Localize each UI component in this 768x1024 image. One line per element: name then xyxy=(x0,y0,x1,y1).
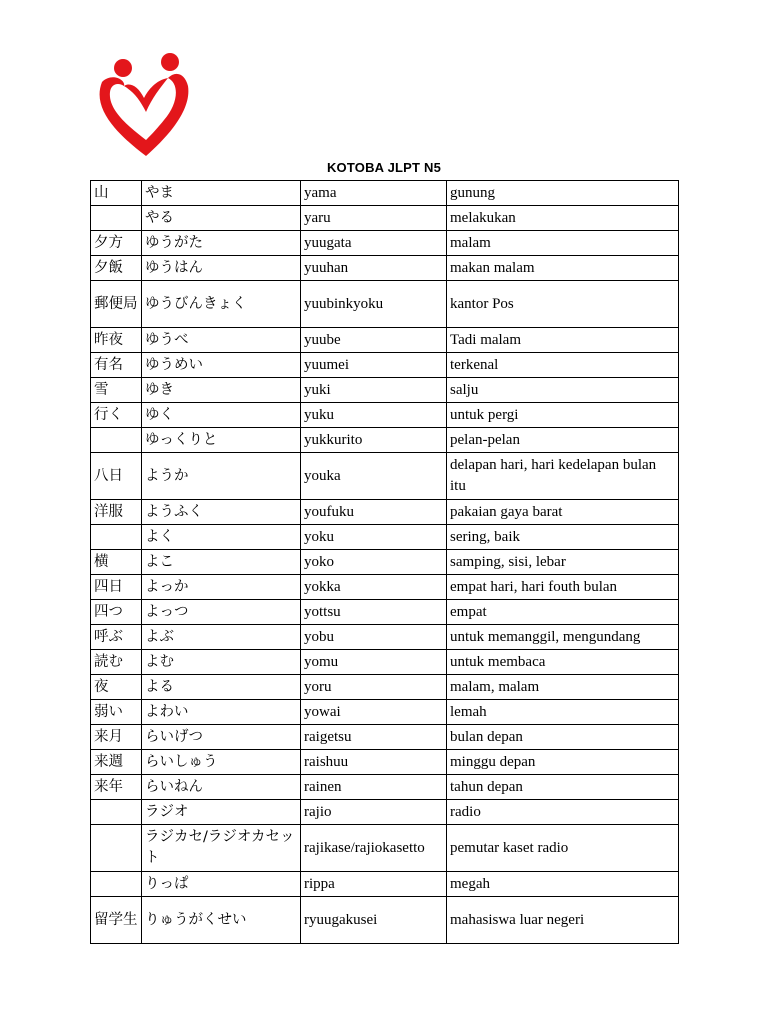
romaji-cell: rajikase/rajiokasetto xyxy=(301,825,447,872)
romaji-cell: yuubinkyoku xyxy=(301,281,447,328)
kanji-cell xyxy=(91,825,142,872)
table-row xyxy=(91,525,679,550)
romaji-cell: raishuu xyxy=(301,750,447,775)
kana-cell: らいげつ xyxy=(142,725,301,750)
vocabulary-table xyxy=(90,180,679,944)
table-row xyxy=(91,897,679,944)
kana-cell: ようふく xyxy=(142,500,301,525)
table-row xyxy=(91,231,679,256)
kana-cell: ゆき xyxy=(142,378,301,403)
meaning-cell: megah xyxy=(447,872,679,897)
kanji-cell: 四日 xyxy=(91,575,142,600)
kana-cell: らいしゅう xyxy=(142,750,301,775)
kana-cell: ゆうびんきょく xyxy=(142,281,301,328)
table-row xyxy=(91,575,679,600)
romaji-cell: yowai xyxy=(301,700,447,725)
romaji-cell: youka xyxy=(301,453,447,500)
kanji-cell: 八日 xyxy=(91,453,142,500)
kanji-cell: 山 xyxy=(91,181,142,206)
kana-cell: よわい xyxy=(142,700,301,725)
kana-cell: よる xyxy=(142,675,301,700)
table-row xyxy=(91,650,679,675)
meaning-cell: untuk membaca xyxy=(447,650,679,675)
romaji-cell: rainen xyxy=(301,775,447,800)
kanji-cell: 来年 xyxy=(91,775,142,800)
meaning-cell: pemutar kaset radio xyxy=(447,825,679,872)
kanji-cell: 郵便局 xyxy=(91,281,142,328)
romaji-cell: yuku xyxy=(301,403,447,428)
kana-cell: よぶ xyxy=(142,625,301,650)
romaji-cell: yama xyxy=(301,181,447,206)
kana-cell: ようか xyxy=(142,453,301,500)
romaji-cell: yoko xyxy=(301,550,447,575)
romaji-cell: yokka xyxy=(301,575,447,600)
table-row xyxy=(91,775,679,800)
romaji-cell: yuube xyxy=(301,328,447,353)
table-row xyxy=(91,378,679,403)
table-row xyxy=(91,600,679,625)
meaning-cell: makan malam xyxy=(447,256,679,281)
kana-cell: りゅうがくせい xyxy=(142,897,301,944)
meaning-cell: untuk memanggil, mengundang xyxy=(447,625,679,650)
kana-cell: りっぱ xyxy=(142,872,301,897)
meaning-cell: malam, malam xyxy=(447,675,679,700)
romaji-cell: yaru xyxy=(301,206,447,231)
meaning-cell: bulan depan xyxy=(447,725,679,750)
kana-cell: ラジオ xyxy=(142,800,301,825)
kanji-cell: 弱い xyxy=(91,700,142,725)
kanji-cell xyxy=(91,206,142,231)
kanji-cell: 呼ぶ xyxy=(91,625,142,650)
romaji-cell: rippa xyxy=(301,872,447,897)
meaning-cell: melakukan xyxy=(447,206,679,231)
meaning-cell: salju xyxy=(447,378,679,403)
meaning-cell: untuk pergi xyxy=(447,403,679,428)
table-row xyxy=(91,750,679,775)
kanji-cell: 留学生 xyxy=(91,897,142,944)
kanji-cell: 昨夜 xyxy=(91,328,142,353)
kanji-cell: 行く xyxy=(91,403,142,428)
kanji-cell: 夕方 xyxy=(91,231,142,256)
kanji-cell xyxy=(91,428,142,453)
kana-cell: ゆっくりと xyxy=(142,428,301,453)
meaning-cell: kantor Pos xyxy=(447,281,679,328)
red-heart-figures-icon xyxy=(94,52,196,158)
table-row xyxy=(91,353,679,378)
meaning-cell: samping, sisi, lebar xyxy=(447,550,679,575)
table-row xyxy=(91,625,679,650)
meaning-cell: minggu depan xyxy=(447,750,679,775)
kanji-cell: 四つ xyxy=(91,600,142,625)
table-row xyxy=(91,256,679,281)
romaji-cell: raigetsu xyxy=(301,725,447,750)
meaning-cell: radio xyxy=(447,800,679,825)
table-row xyxy=(91,725,679,750)
romaji-cell: yoru xyxy=(301,675,447,700)
document-title: KOTOBA JLPT N5 xyxy=(326,160,442,175)
table-row xyxy=(91,825,679,872)
kana-cell: やる xyxy=(142,206,301,231)
meaning-cell: pakaian gaya barat xyxy=(447,500,679,525)
kana-cell: ゆく xyxy=(142,403,301,428)
table-row xyxy=(91,281,679,328)
kana-cell: やま xyxy=(142,181,301,206)
romaji-cell: yuki xyxy=(301,378,447,403)
kana-cell: らいねん xyxy=(142,775,301,800)
meaning-cell: empat hari, hari fouth bulan xyxy=(447,575,679,600)
table-row xyxy=(91,428,679,453)
table-row xyxy=(91,453,679,500)
kanji-cell: 横 xyxy=(91,550,142,575)
kanji-cell xyxy=(91,800,142,825)
kana-cell: よく xyxy=(142,525,301,550)
table-row xyxy=(91,206,679,231)
romaji-cell: yuuhan xyxy=(301,256,447,281)
romaji-cell: yuugata xyxy=(301,231,447,256)
meaning-cell: delapan hari, hari kedelapan bulan itu xyxy=(447,453,679,500)
table-row xyxy=(91,328,679,353)
kana-cell: ゆうめい xyxy=(142,353,301,378)
kanji-cell: 雪 xyxy=(91,378,142,403)
romaji-cell: yomu xyxy=(301,650,447,675)
kanji-cell: 夜 xyxy=(91,675,142,700)
kana-cell: ゆうはん xyxy=(142,256,301,281)
meaning-cell: pelan-pelan xyxy=(447,428,679,453)
romaji-cell: yuumei xyxy=(301,353,447,378)
kanji-cell: 有名 xyxy=(91,353,142,378)
romaji-cell: yukkurito xyxy=(301,428,447,453)
kana-cell: よっか xyxy=(142,575,301,600)
meaning-cell: mahasiswa luar negeri xyxy=(447,897,679,944)
table-row xyxy=(91,872,679,897)
kanji-cell: 洋服 xyxy=(91,500,142,525)
kanji-cell: 読む xyxy=(91,650,142,675)
kana-cell: ラジカセ/ラジオカセット xyxy=(142,825,301,872)
kana-cell: よこ xyxy=(142,550,301,575)
romaji-cell: yobu xyxy=(301,625,447,650)
romaji-cell: rajio xyxy=(301,800,447,825)
kana-cell: よむ xyxy=(142,650,301,675)
kana-cell: よっつ xyxy=(142,600,301,625)
meaning-cell: malam xyxy=(447,231,679,256)
table-row xyxy=(91,181,679,206)
table-row xyxy=(91,500,679,525)
table-row xyxy=(91,550,679,575)
kanji-cell xyxy=(91,525,142,550)
kana-cell: ゆうべ xyxy=(142,328,301,353)
kana-cell: ゆうがた xyxy=(142,231,301,256)
romaji-cell: yottsu xyxy=(301,600,447,625)
meaning-cell: tahun depan xyxy=(447,775,679,800)
romaji-cell: yoku xyxy=(301,525,447,550)
table-row xyxy=(91,403,679,428)
romaji-cell: ryuugakusei xyxy=(301,897,447,944)
meaning-cell: Tadi malam xyxy=(447,328,679,353)
kanji-cell: 来月 xyxy=(91,725,142,750)
meaning-cell: gunung xyxy=(447,181,679,206)
table-row xyxy=(91,675,679,700)
table-row xyxy=(91,800,679,825)
table-row xyxy=(91,700,679,725)
kanji-cell xyxy=(91,872,142,897)
meaning-cell: empat xyxy=(447,600,679,625)
romaji-cell: youfuku xyxy=(301,500,447,525)
kanji-cell: 来週 xyxy=(91,750,142,775)
meaning-cell: lemah xyxy=(447,700,679,725)
meaning-cell: terkenal xyxy=(447,353,679,378)
meaning-cell: sering, baik xyxy=(447,525,679,550)
kanji-cell: 夕飯 xyxy=(91,256,142,281)
